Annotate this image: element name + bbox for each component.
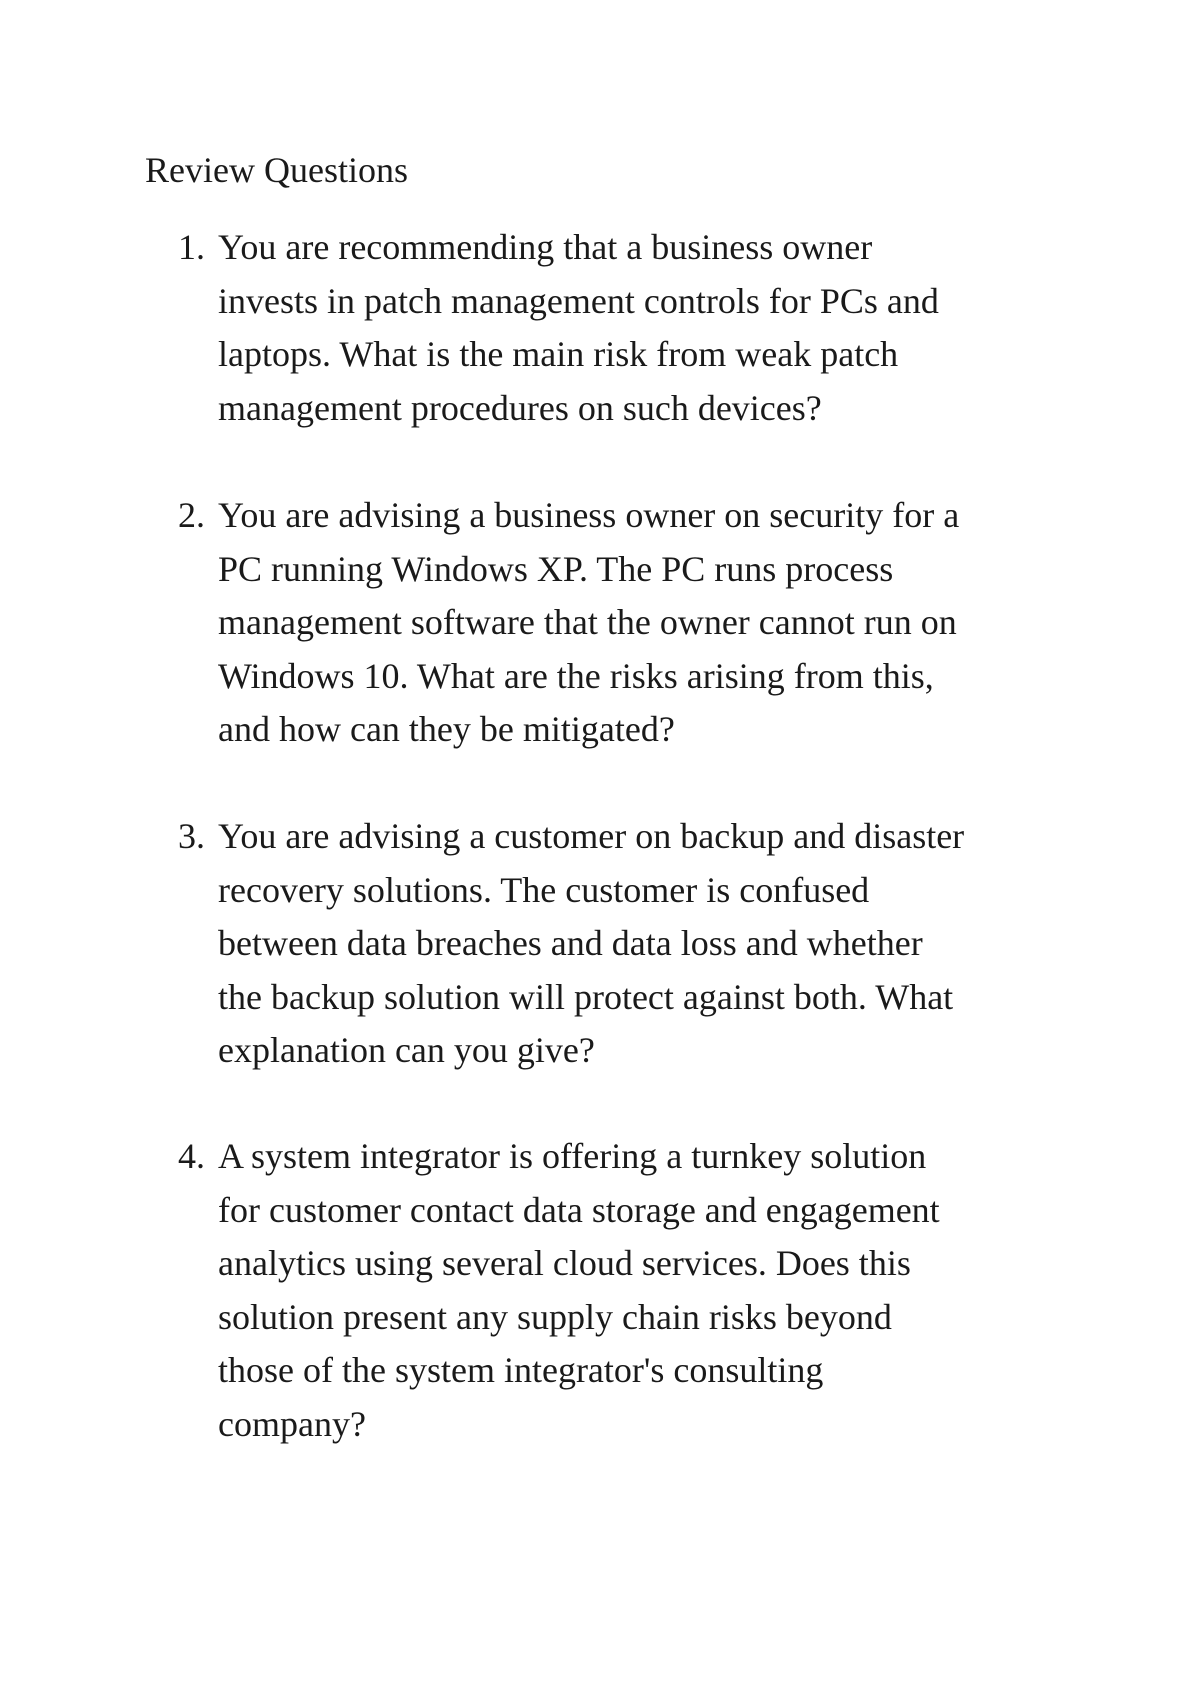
question-line: company? [218,1403,366,1444]
question-line: Windows 10. What are the risks arising from this, [218,655,934,696]
question-line: and how can they be mitigated? [218,709,675,749]
question-item [178,489,1078,757]
question-line: management procedures on such devices? [218,387,822,428]
question-line: those of the system integrator's consulting [218,1350,824,1390]
question-line: between data breaches and data loss and whether [218,923,923,963]
question-line: PC running Windows XP. The PC runs process [218,548,894,589]
question-line: analytics using several cloud services. Does this [218,1243,911,1283]
question-line: management software that the owner cannot run on [218,602,957,642]
question-line: the backup solution will protect against both. What [218,976,954,1017]
question-line: invests in patch management controls for PCs and [218,280,939,321]
question-line: explanation can you give? [218,1030,595,1070]
question-item [178,221,1078,435]
question-item [178,1130,1078,1451]
question-line: You are advising a customer on backup and disaster [218,816,965,856]
question-text [218,810,1078,1078]
question-line: solution present any supply chain risks beyond [218,1296,892,1337]
question-line: A system integrator is offering a turnkey solution [218,1136,927,1176]
question-text [218,489,1078,757]
question-line: You are recommending that a business owner [218,227,873,267]
question-text [218,1130,1078,1451]
question-item [178,810,1078,1078]
question-line: laptops. What is the main risk from weak patch [218,334,899,374]
question-line: for customer contact data storage and engagement [218,1189,940,1230]
question-text [218,221,1078,435]
question-number: 3. [178,816,205,856]
question-number: 1. [178,227,205,267]
question-number: 2. [178,495,205,535]
question-line: You are advising a business owner on security for a [218,495,960,535]
question-number: 4. [178,1136,205,1176]
document-title: Review Questions [145,150,408,190]
question-line: recovery solutions. The customer is confused [218,869,870,910]
